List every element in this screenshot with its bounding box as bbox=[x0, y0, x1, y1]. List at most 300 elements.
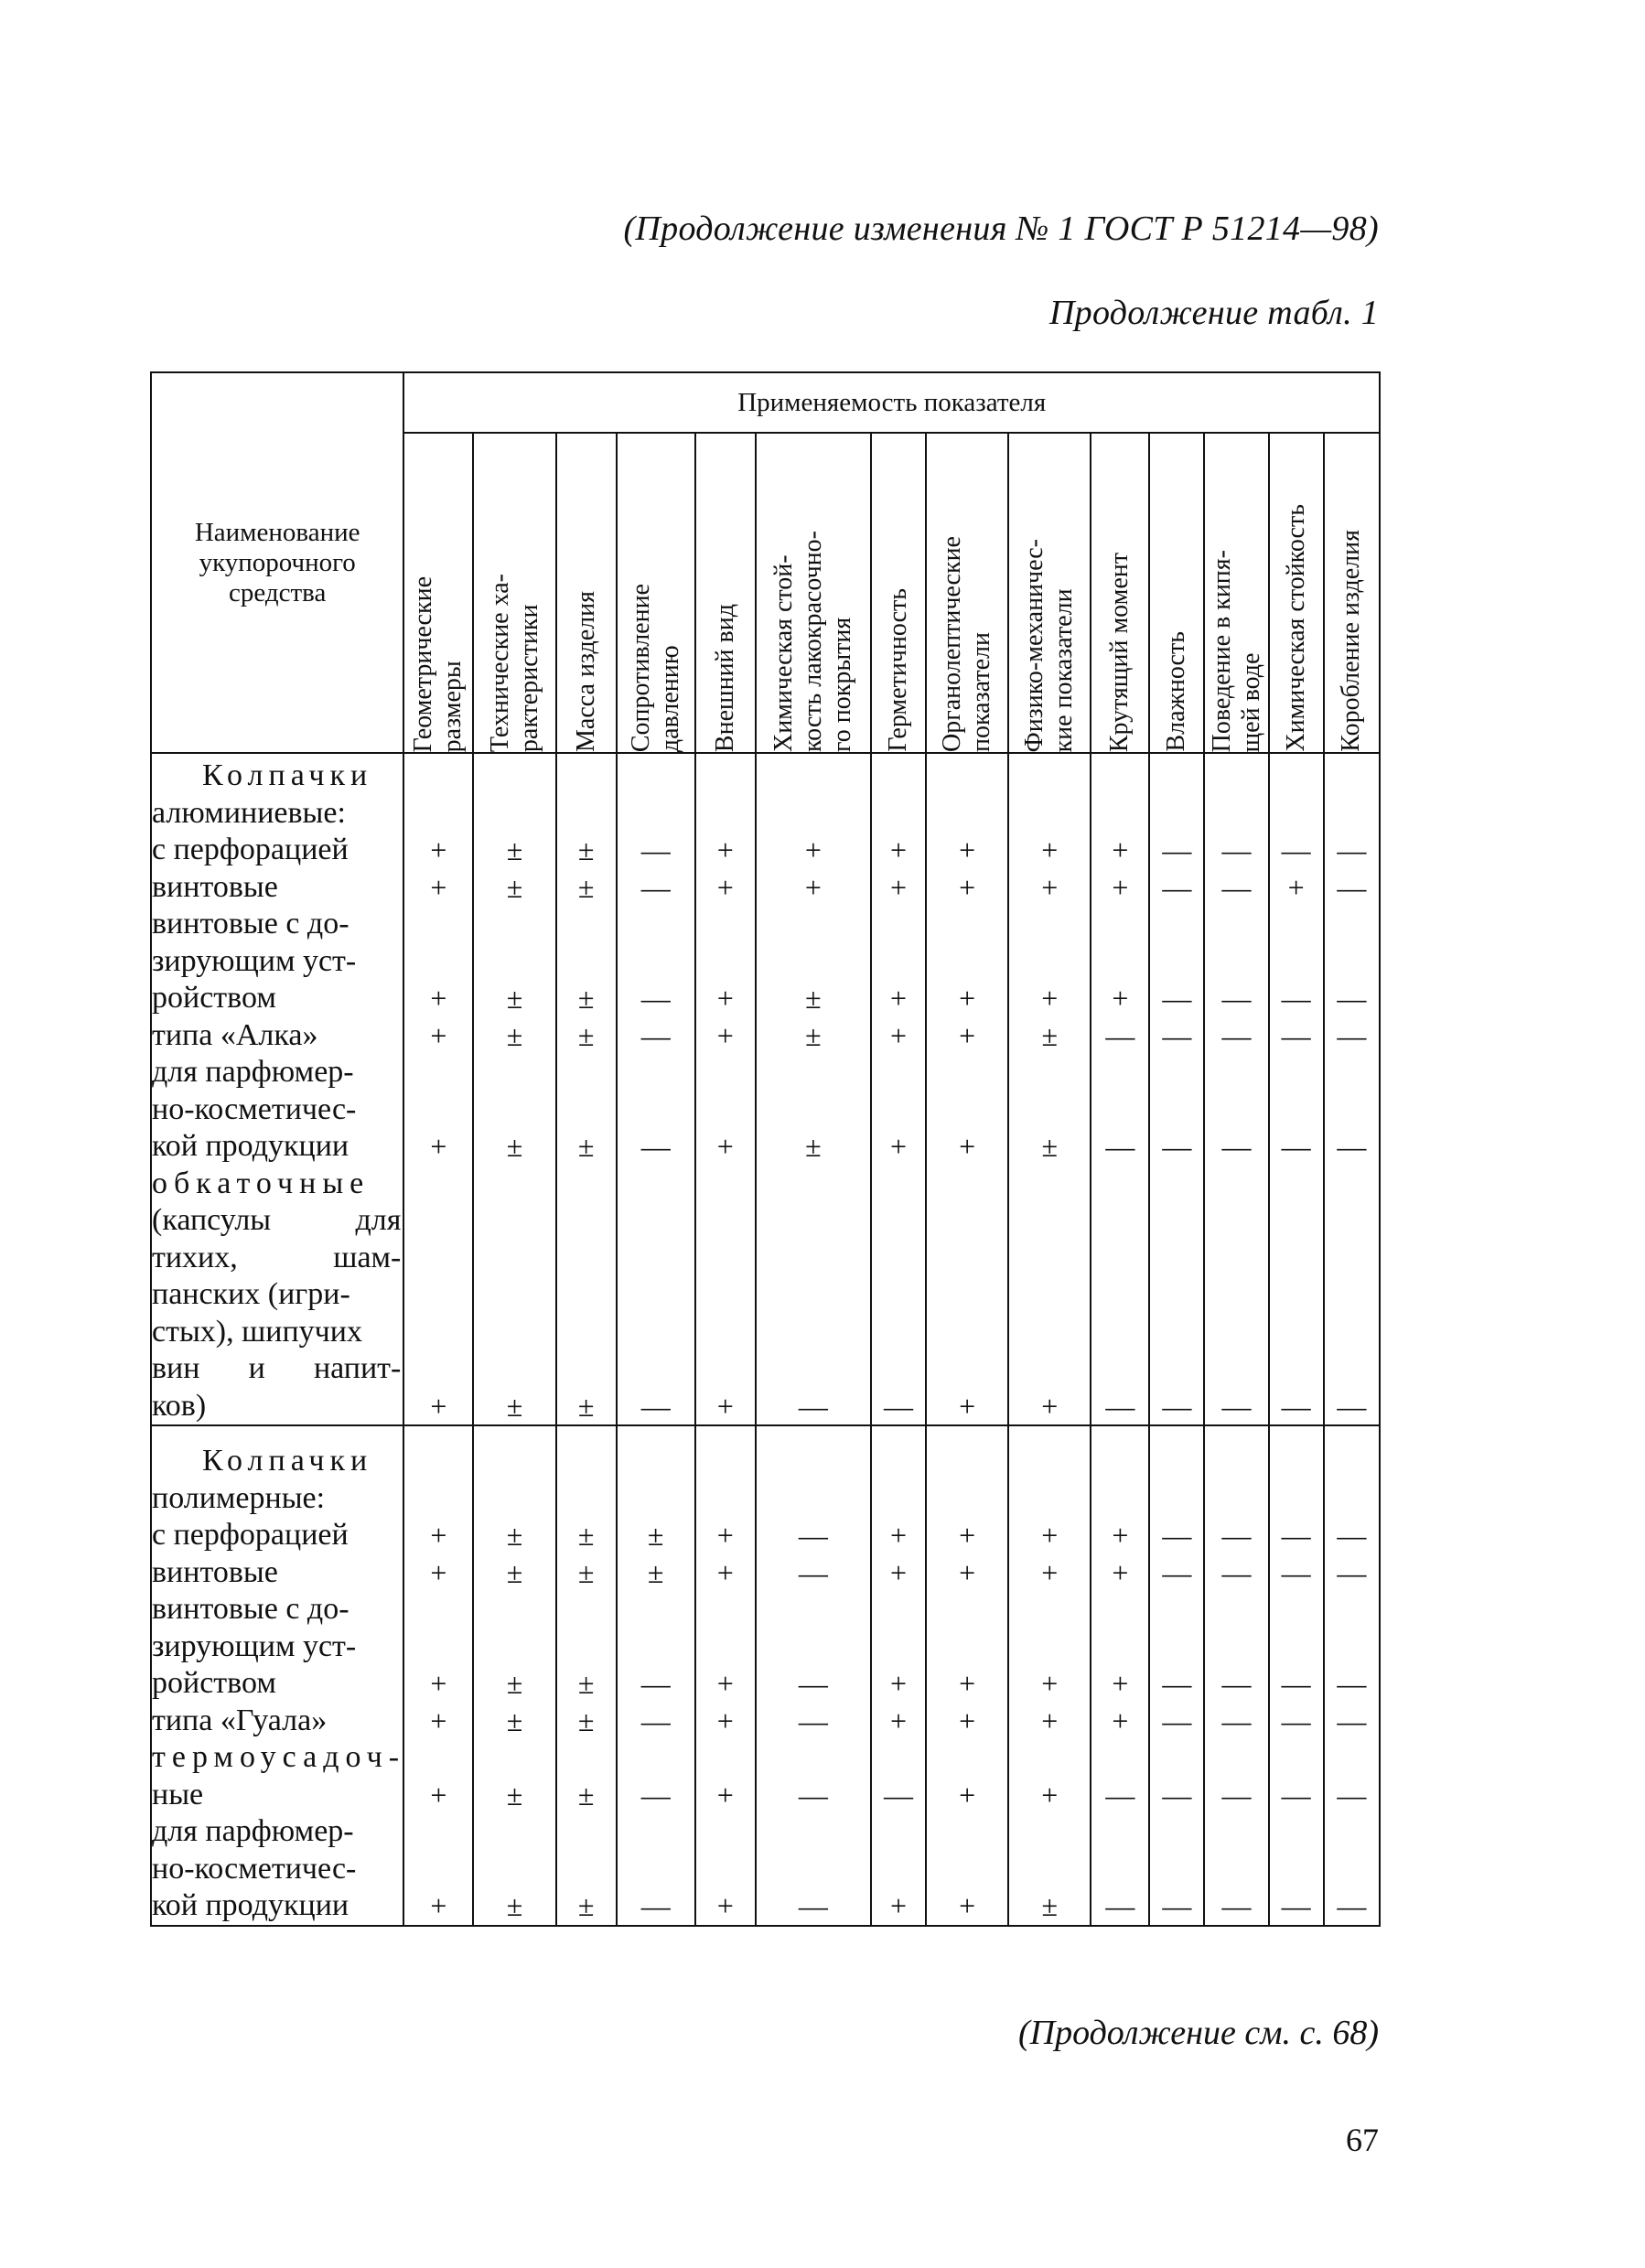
mark-spacer bbox=[404, 1240, 472, 1277]
mark-spacer bbox=[872, 1276, 925, 1314]
mark-spacer bbox=[696, 1813, 755, 1851]
mark-spacer bbox=[404, 1813, 472, 1851]
mark-spacer bbox=[927, 1628, 1007, 1666]
mark-spacer bbox=[1150, 1240, 1203, 1277]
applicability-mark-cell bbox=[926, 753, 1008, 1425]
mark-spacer bbox=[757, 1314, 870, 1351]
mark-spacer bbox=[1150, 906, 1203, 943]
applicability-mark-cell bbox=[1204, 753, 1268, 1425]
applicability-group-header: Применяемость показателя bbox=[403, 372, 1380, 433]
mark-spacer bbox=[927, 1166, 1007, 1203]
applicability-mark: — bbox=[1281, 1389, 1311, 1423]
mark-spacer bbox=[1270, 795, 1323, 833]
closure-name-line: термоусадоч- bbox=[152, 1740, 406, 1774]
mark-spacer bbox=[404, 1054, 472, 1091]
mark-spacer bbox=[1205, 1054, 1267, 1091]
applicability-mark: + bbox=[716, 1778, 734, 1811]
indicator-column-header bbox=[1008, 433, 1091, 753]
indicator-column-header bbox=[1204, 433, 1268, 753]
mark-spacer bbox=[757, 1591, 870, 1628]
applicability-mark: + bbox=[890, 833, 908, 866]
applicability-mark: ± bbox=[506, 1389, 523, 1423]
mark-spacer bbox=[696, 1591, 755, 1628]
closure-group-row bbox=[151, 753, 1380, 1425]
mark-spacer bbox=[404, 1202, 472, 1240]
applicability-mark: — bbox=[1162, 1555, 1192, 1589]
applicability-mark-cell bbox=[1091, 753, 1149, 1425]
mark-spacer bbox=[1150, 1480, 1203, 1518]
indicator-column-label: Внешний вид bbox=[710, 603, 739, 752]
mark-spacer bbox=[872, 1851, 925, 1888]
mark-spacer bbox=[872, 758, 925, 795]
applicability-mark: + bbox=[1041, 1389, 1059, 1423]
applicability-mark: — bbox=[1162, 1667, 1192, 1700]
applicability-table bbox=[150, 371, 1381, 1927]
applicability-mark: + bbox=[716, 870, 734, 904]
applicability-mark: — bbox=[1162, 1018, 1192, 1052]
applicability-mark: + bbox=[959, 1018, 976, 1052]
applicability-mark: ± bbox=[506, 1555, 523, 1589]
mark-spacer bbox=[1091, 795, 1148, 833]
closure-name-line: Колпачки bbox=[202, 758, 373, 792]
applicability-mark-cell bbox=[403, 1425, 473, 1926]
applicability-mark: ± bbox=[577, 870, 595, 904]
applicability-mark: — bbox=[1162, 1704, 1192, 1737]
closure-name-line bbox=[152, 1202, 403, 1240]
applicability-mark: ± bbox=[506, 982, 523, 1015]
table-continuation-label: Продолжение табл. 1 bbox=[1048, 294, 1379, 332]
applicability-mark: + bbox=[1112, 870, 1129, 904]
applicability-mark: — bbox=[1162, 1389, 1192, 1423]
mark-spacer bbox=[1270, 1813, 1323, 1851]
mark-spacer bbox=[1205, 795, 1267, 833]
applicability-mark: ± bbox=[577, 1889, 595, 1922]
indicator-column-label: Физико-механичес- кие показатели bbox=[1020, 538, 1079, 752]
applicability-mark: — bbox=[1221, 870, 1252, 904]
mark-spacer bbox=[927, 1591, 1007, 1628]
mark-spacer bbox=[404, 1739, 472, 1777]
mark-spacer bbox=[474, 1314, 554, 1351]
mark-spacer bbox=[872, 1350, 925, 1388]
applicability-mark-cell bbox=[1008, 753, 1091, 1425]
applicability-mark-cell bbox=[617, 1425, 695, 1926]
mark-spacer bbox=[474, 1240, 554, 1277]
mark-spacer bbox=[618, 1443, 694, 1480]
applicability-mark: + bbox=[1112, 1555, 1129, 1589]
mark-spacer bbox=[696, 1091, 755, 1129]
applicability-mark: — bbox=[1162, 1519, 1192, 1552]
mark-spacer bbox=[1205, 1813, 1267, 1851]
closure-name-cell bbox=[151, 1425, 406, 1926]
closure-name-line: ные bbox=[152, 1777, 204, 1811]
applicability-mark-cell bbox=[926, 1425, 1008, 1926]
applicability-mark: — bbox=[640, 982, 671, 1015]
mark-spacer bbox=[1325, 1314, 1379, 1351]
applicability-mark: ± bbox=[577, 1018, 595, 1052]
mark-spacer bbox=[557, 1314, 616, 1351]
applicability-mark: ± bbox=[577, 1519, 595, 1552]
applicability-mark: ± bbox=[506, 1778, 523, 1811]
mark-spacer bbox=[1150, 795, 1203, 833]
indicator-column-header bbox=[926, 433, 1008, 753]
page-number: 67 bbox=[1346, 2122, 1379, 2158]
continuation-note: (Продолжение см. с. 68) bbox=[1017, 2014, 1379, 2052]
mark-spacer bbox=[757, 1813, 870, 1851]
mark-spacer bbox=[1009, 1314, 1090, 1351]
mark-spacer bbox=[757, 906, 870, 943]
mark-spacer bbox=[1205, 758, 1267, 795]
mark-spacer bbox=[1270, 1851, 1323, 1888]
mark-spacer bbox=[1325, 1813, 1379, 1851]
applicability-mark-cell bbox=[1008, 1425, 1091, 1926]
mark-spacer bbox=[927, 1350, 1007, 1388]
mark-spacer bbox=[1091, 1851, 1148, 1888]
mark-spacer bbox=[1325, 1054, 1379, 1091]
applicability-mark: ± bbox=[577, 1389, 595, 1423]
applicability-mark: + bbox=[430, 1667, 447, 1700]
applicability-mark-cell bbox=[756, 1425, 871, 1926]
applicability-mark: — bbox=[1162, 1889, 1192, 1922]
mark-spacer bbox=[927, 795, 1007, 833]
applicability-mark: — bbox=[1221, 1889, 1252, 1922]
mark-spacer bbox=[1205, 1739, 1267, 1777]
closure-name-line: кой продукции bbox=[152, 1888, 349, 1922]
mark-spacer bbox=[1205, 1240, 1267, 1277]
applicability-mark: — bbox=[1337, 1519, 1367, 1552]
mark-spacer bbox=[872, 906, 925, 943]
mark-spacer bbox=[404, 1851, 472, 1888]
mark-spacer bbox=[757, 795, 870, 833]
mark-spacer bbox=[757, 1202, 870, 1240]
mark-spacer bbox=[618, 1166, 694, 1203]
applicability-mark: + bbox=[959, 833, 976, 866]
mark-spacer bbox=[1091, 1314, 1148, 1351]
applicability-mark: + bbox=[1041, 1704, 1059, 1737]
mark-spacer bbox=[1325, 943, 1379, 981]
applicability-mark: ± bbox=[805, 1130, 822, 1163]
mark-spacer bbox=[618, 1813, 694, 1851]
applicability-mark: — bbox=[798, 1889, 828, 1922]
applicability-mark: + bbox=[716, 1130, 734, 1163]
mark-spacer bbox=[557, 1628, 616, 1666]
closure-name-word: вин bbox=[152, 1351, 200, 1385]
mark-spacer bbox=[696, 906, 755, 943]
mark-spacer bbox=[1091, 1276, 1148, 1314]
indicator-column-label: Химическая стойкость bbox=[1281, 504, 1310, 752]
mark-spacer bbox=[1270, 1202, 1323, 1240]
applicability-mark: — bbox=[1281, 1667, 1311, 1700]
mark-spacer bbox=[872, 1240, 925, 1277]
applicability-mark: — bbox=[1337, 1778, 1367, 1811]
applicability-mark-cell bbox=[473, 753, 555, 1425]
mark-spacer bbox=[927, 758, 1007, 795]
applicability-mark: + bbox=[1112, 833, 1129, 866]
applicability-mark: — bbox=[1162, 1778, 1192, 1811]
applicability-mark: + bbox=[430, 1555, 447, 1589]
applicability-mark: — bbox=[1162, 1130, 1192, 1163]
mark-spacer bbox=[618, 1350, 694, 1388]
applicability-mark: — bbox=[884, 1389, 914, 1423]
mark-spacer bbox=[1270, 943, 1323, 981]
applicability-mark: + bbox=[804, 870, 822, 904]
applicability-mark: + bbox=[890, 1889, 908, 1922]
mark-spacer bbox=[927, 1202, 1007, 1240]
mark-spacer bbox=[557, 1851, 616, 1888]
mark-spacer bbox=[1150, 943, 1203, 981]
mark-spacer bbox=[404, 943, 472, 981]
applicability-mark-cell bbox=[871, 1425, 926, 1926]
applicability-mark: — bbox=[640, 1889, 671, 1922]
mark-spacer bbox=[1009, 1350, 1090, 1388]
mark-spacer bbox=[474, 1166, 554, 1203]
mark-spacer bbox=[1270, 1591, 1323, 1628]
mark-spacer bbox=[872, 1480, 925, 1518]
mark-spacer bbox=[1091, 1591, 1148, 1628]
mark-spacer bbox=[1150, 1091, 1203, 1129]
closure-name-line: ройством bbox=[152, 1666, 276, 1700]
mark-spacer bbox=[404, 1591, 472, 1628]
applicability-mark: — bbox=[798, 1667, 828, 1700]
mark-spacer bbox=[474, 1480, 554, 1518]
indicator-column-label: Коробление изделия bbox=[1337, 530, 1366, 752]
mark-spacer bbox=[696, 1314, 755, 1351]
applicability-mark: + bbox=[959, 1130, 976, 1163]
mark-spacer bbox=[1091, 1091, 1148, 1129]
applicability-mark: — bbox=[1337, 1889, 1367, 1922]
mark-spacer bbox=[557, 906, 616, 943]
mark-spacer bbox=[1325, 1591, 1379, 1628]
mark-spacer bbox=[1270, 1480, 1323, 1518]
mark-spacer bbox=[618, 1202, 694, 1240]
mark-spacer bbox=[872, 1166, 925, 1203]
closure-name-line: с перфорацией bbox=[152, 1518, 349, 1552]
mark-spacer bbox=[696, 1443, 755, 1480]
applicability-mark: + bbox=[959, 1704, 976, 1737]
mark-spacer bbox=[872, 1813, 925, 1851]
applicability-mark: — bbox=[1281, 1889, 1311, 1922]
applicability-mark: ± bbox=[1041, 1889, 1059, 1922]
applicability-mark: + bbox=[890, 1704, 908, 1737]
mark-spacer bbox=[1150, 1166, 1203, 1203]
closure-name-line: ройством bbox=[152, 981, 276, 1015]
applicability-mark: ± bbox=[506, 1704, 523, 1737]
mark-spacer bbox=[1150, 1202, 1203, 1240]
applicability-mark: — bbox=[1337, 1667, 1367, 1700]
mark-spacer bbox=[1270, 1091, 1323, 1129]
mark-spacer bbox=[1205, 1480, 1267, 1518]
mark-spacer bbox=[1009, 795, 1090, 833]
applicability-mark: — bbox=[1337, 1018, 1367, 1052]
mark-spacer bbox=[757, 1851, 870, 1888]
applicability-mark: + bbox=[716, 1018, 734, 1052]
mark-spacer bbox=[1009, 1443, 1090, 1480]
applicability-mark-cell bbox=[617, 753, 695, 1425]
applicability-mark: + bbox=[1041, 1519, 1059, 1552]
mark-spacer bbox=[557, 1276, 616, 1314]
mark-spacer bbox=[1009, 1480, 1090, 1518]
mark-spacer bbox=[757, 1480, 870, 1518]
applicability-mark: — bbox=[1162, 982, 1192, 1015]
mark-spacer bbox=[618, 1054, 694, 1091]
mark-spacer bbox=[618, 943, 694, 981]
indicator-column-label: Герметичность bbox=[884, 588, 913, 752]
applicability-mark: — bbox=[1337, 1389, 1367, 1423]
closure-name-line: панских (игри- bbox=[152, 1277, 350, 1311]
applicability-mark: — bbox=[1281, 1130, 1311, 1163]
mark-spacer bbox=[404, 1628, 472, 1666]
applicability-mark: — bbox=[1221, 1555, 1252, 1589]
mark-spacer bbox=[474, 1276, 554, 1314]
closure-name-line: для парфюмер- bbox=[152, 1055, 354, 1089]
mark-spacer bbox=[1325, 1443, 1379, 1480]
applicability-mark: ± bbox=[506, 833, 523, 866]
mark-spacer bbox=[1270, 758, 1323, 795]
applicability-mark: ± bbox=[805, 1018, 822, 1052]
applicability-mark: — bbox=[1221, 1778, 1252, 1811]
applicability-mark: — bbox=[1221, 833, 1252, 866]
mark-spacer bbox=[927, 906, 1007, 943]
mark-spacer bbox=[927, 943, 1007, 981]
applicability-mark: + bbox=[430, 1519, 447, 1552]
applicability-mark-cell bbox=[1204, 1425, 1268, 1926]
applicability-mark: — bbox=[1221, 1389, 1252, 1423]
indicator-column-label: Химическая стой- кость лакокрасочно- го покрытия bbox=[769, 530, 856, 752]
applicability-mark: ± bbox=[1041, 1018, 1059, 1052]
applicability-mark: ± bbox=[577, 833, 595, 866]
mark-spacer bbox=[696, 758, 755, 795]
mark-spacer bbox=[1325, 758, 1379, 795]
applicability-mark-cell bbox=[1149, 1425, 1204, 1926]
applicability-mark: — bbox=[1221, 1667, 1252, 1700]
applicability-mark: — bbox=[640, 1130, 671, 1163]
mark-spacer bbox=[618, 758, 694, 795]
mark-spacer bbox=[618, 1091, 694, 1129]
applicability-mark-cell bbox=[1149, 753, 1204, 1425]
mark-spacer bbox=[1150, 1813, 1203, 1851]
mark-spacer bbox=[927, 1240, 1007, 1277]
mark-spacer bbox=[927, 1851, 1007, 1888]
mark-spacer bbox=[1091, 758, 1148, 795]
mark-spacer bbox=[557, 1480, 616, 1518]
mark-spacer bbox=[696, 1240, 755, 1277]
mark-spacer bbox=[927, 1443, 1007, 1480]
applicability-mark: — bbox=[1221, 1519, 1252, 1552]
mark-spacer bbox=[1270, 1443, 1323, 1480]
applicability-mark: + bbox=[959, 870, 976, 904]
applicability-mark: — bbox=[1337, 833, 1367, 866]
mark-spacer bbox=[557, 1166, 616, 1203]
mark-spacer bbox=[757, 1739, 870, 1777]
applicability-mark: ± bbox=[1041, 1130, 1059, 1163]
mark-spacer bbox=[1325, 1202, 1379, 1240]
mark-spacer bbox=[1009, 1276, 1090, 1314]
applicability-mark-cell bbox=[1269, 753, 1324, 1425]
mark-spacer bbox=[696, 1054, 755, 1091]
closure-name-line: типа «Гуала» bbox=[152, 1703, 328, 1737]
applicability-mark: — bbox=[1221, 1018, 1252, 1052]
mark-spacer bbox=[757, 1276, 870, 1314]
mark-spacer bbox=[618, 1591, 694, 1628]
applicability-mark: + bbox=[804, 833, 822, 866]
indicator-column-header bbox=[756, 433, 871, 753]
closure-group-row bbox=[151, 1425, 1380, 1926]
applicability-mark: + bbox=[1041, 1555, 1059, 1589]
mark-spacer bbox=[1009, 1054, 1090, 1091]
mark-spacer bbox=[757, 1240, 870, 1277]
closure-name-line: кой продукции bbox=[152, 1129, 349, 1163]
applicability-mark: + bbox=[1041, 1778, 1059, 1811]
applicability-mark: — bbox=[1162, 870, 1192, 904]
applicability-mark: + bbox=[1041, 833, 1059, 866]
applicability-mark: — bbox=[640, 1704, 671, 1737]
mark-spacer bbox=[1091, 1628, 1148, 1666]
applicability-mark: — bbox=[1337, 870, 1367, 904]
mark-spacer bbox=[1325, 795, 1379, 833]
applicability-mark: — bbox=[640, 833, 671, 866]
applicability-mark: — bbox=[640, 870, 671, 904]
closure-name-word: шам- bbox=[333, 1240, 402, 1274]
mark-spacer bbox=[474, 1054, 554, 1091]
applicability-mark: + bbox=[716, 833, 734, 866]
applicability-mark: + bbox=[430, 1018, 447, 1052]
mark-spacer bbox=[404, 795, 472, 833]
applicability-mark: ± bbox=[577, 1778, 595, 1811]
applicability-mark: — bbox=[1105, 1130, 1135, 1163]
applicability-mark: — bbox=[1337, 1130, 1367, 1163]
indicator-column-label: Масса изделия bbox=[571, 591, 600, 752]
mark-spacer bbox=[872, 795, 925, 833]
applicability-mark: — bbox=[884, 1778, 914, 1811]
applicability-mark: — bbox=[1105, 1389, 1135, 1423]
mark-spacer bbox=[696, 1350, 755, 1388]
mark-spacer bbox=[1150, 758, 1203, 795]
applicability-mark: + bbox=[1041, 870, 1059, 904]
applicability-mark: — bbox=[1105, 1778, 1135, 1811]
mark-spacer bbox=[1009, 1851, 1090, 1888]
mark-spacer bbox=[1325, 1350, 1379, 1388]
mark-spacer bbox=[474, 1591, 554, 1628]
mark-spacer bbox=[474, 758, 554, 795]
mark-spacer bbox=[1325, 1739, 1379, 1777]
mark-spacer bbox=[1205, 1628, 1267, 1666]
mark-spacer bbox=[1270, 1628, 1323, 1666]
closure-name-line: обкаточные bbox=[152, 1166, 371, 1200]
mark-spacer bbox=[474, 1443, 554, 1480]
applicability-mark-cell bbox=[695, 1425, 756, 1926]
applicability-mark: + bbox=[1041, 1667, 1059, 1700]
indicator-column-header bbox=[1269, 433, 1324, 753]
applicability-mark: + bbox=[1112, 1519, 1129, 1552]
mark-spacer bbox=[557, 1813, 616, 1851]
mark-spacer bbox=[557, 1443, 616, 1480]
mark-spacer bbox=[757, 1628, 870, 1666]
closure-name-line: типа «Алка» bbox=[152, 1017, 318, 1052]
mark-spacer bbox=[1150, 1628, 1203, 1666]
indicator-column-header bbox=[617, 433, 695, 753]
applicability-mark: + bbox=[890, 1130, 908, 1163]
mark-spacer bbox=[1150, 1314, 1203, 1351]
mark-spacer bbox=[1150, 1591, 1203, 1628]
mark-spacer bbox=[1205, 906, 1267, 943]
mark-spacer bbox=[1091, 1443, 1148, 1480]
applicability-mark: — bbox=[640, 1018, 671, 1052]
mark-spacer bbox=[618, 1240, 694, 1277]
indicator-column-label: Крутящий момент bbox=[1105, 552, 1134, 752]
closure-name-line: винтовые с до- bbox=[152, 1592, 349, 1626]
mark-spacer bbox=[1325, 1091, 1379, 1129]
closure-name-line bbox=[152, 1350, 403, 1388]
applicability-mark: + bbox=[959, 1778, 976, 1811]
